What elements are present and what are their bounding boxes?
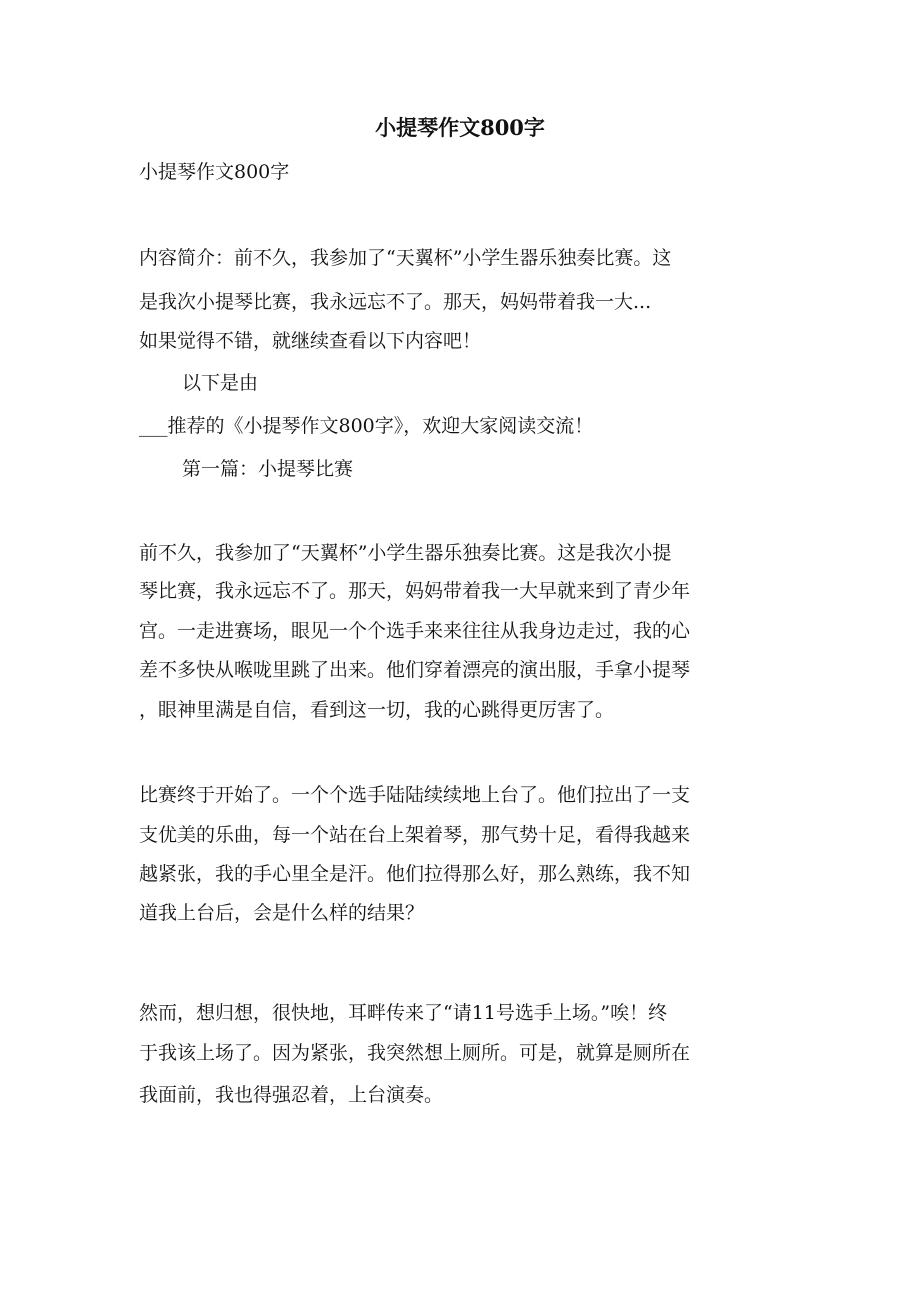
paragraph-line: 我面前，我也得强忍着，上台演奏。 <box>139 1084 444 1106</box>
paragraph-line: 差不多快从喉咙里跳了出来。他们穿着漂亮的演出服，手拿小提琴 <box>139 659 691 681</box>
paragraph-line: 越紧张，我的手心里全是汗。他们拉得那么好，那么熟练，我不知 <box>139 863 691 885</box>
paragraph-line: ，眼神里满是自信，看到这一切，我的心跳得更厉害了。 <box>139 699 615 721</box>
intro-line: 是我次小提琴比赛，我永远忘不了。那天，妈妈带着我一大... <box>139 291 652 313</box>
document-subtitle: 小提琴作文800字 <box>139 161 290 183</box>
paragraph-line: 宫。一走进赛场，眼见一个个选手来来往往从我身边走过，我的心 <box>139 620 691 642</box>
paragraph-line: 琴比赛，我永远忘不了。那天，妈妈带着我一大早就来到了青少年 <box>139 580 691 602</box>
intro-line: 如果觉得不错，就继续查看以下内容吧！ <box>139 330 482 352</box>
paragraph-line: 然而，想归想，很快地，耳畔传来了“请11号选手上场。”唉！终 <box>139 1002 668 1024</box>
intro-line: 内容简介：前不久，我参加了“天翼杯”小学生器乐独奏比赛。这 <box>139 247 672 269</box>
document-title: 小提琴作文800字 <box>375 115 545 140</box>
paragraph-line: 道我上台后，会是什么样的结果？ <box>139 902 425 924</box>
chapter-heading: 第一篇：小提琴比赛 <box>182 458 354 480</box>
paragraph-line: 前不久，我参加了“天翼杯”小学生器乐独奏比赛。这是我次小提 <box>139 542 672 564</box>
paragraph-line: 比赛终于开始了。一个个选手陆陆续续地上台了。他们拉出了一支 <box>139 784 691 806</box>
paragraph-line: 支优美的乐曲，每一个站在台上架着琴，那气势十足，看得我越来 <box>139 824 691 846</box>
recommend-line: ___推荐的《小提琴作文800字》，欢迎大家阅读交流！ <box>139 415 594 437</box>
paragraph-line: 于我该上场了。因为紧张，我突然想上厕所。可是，就算是厕所在 <box>139 1042 691 1064</box>
recommend-line: 以下是由 <box>182 372 259 394</box>
